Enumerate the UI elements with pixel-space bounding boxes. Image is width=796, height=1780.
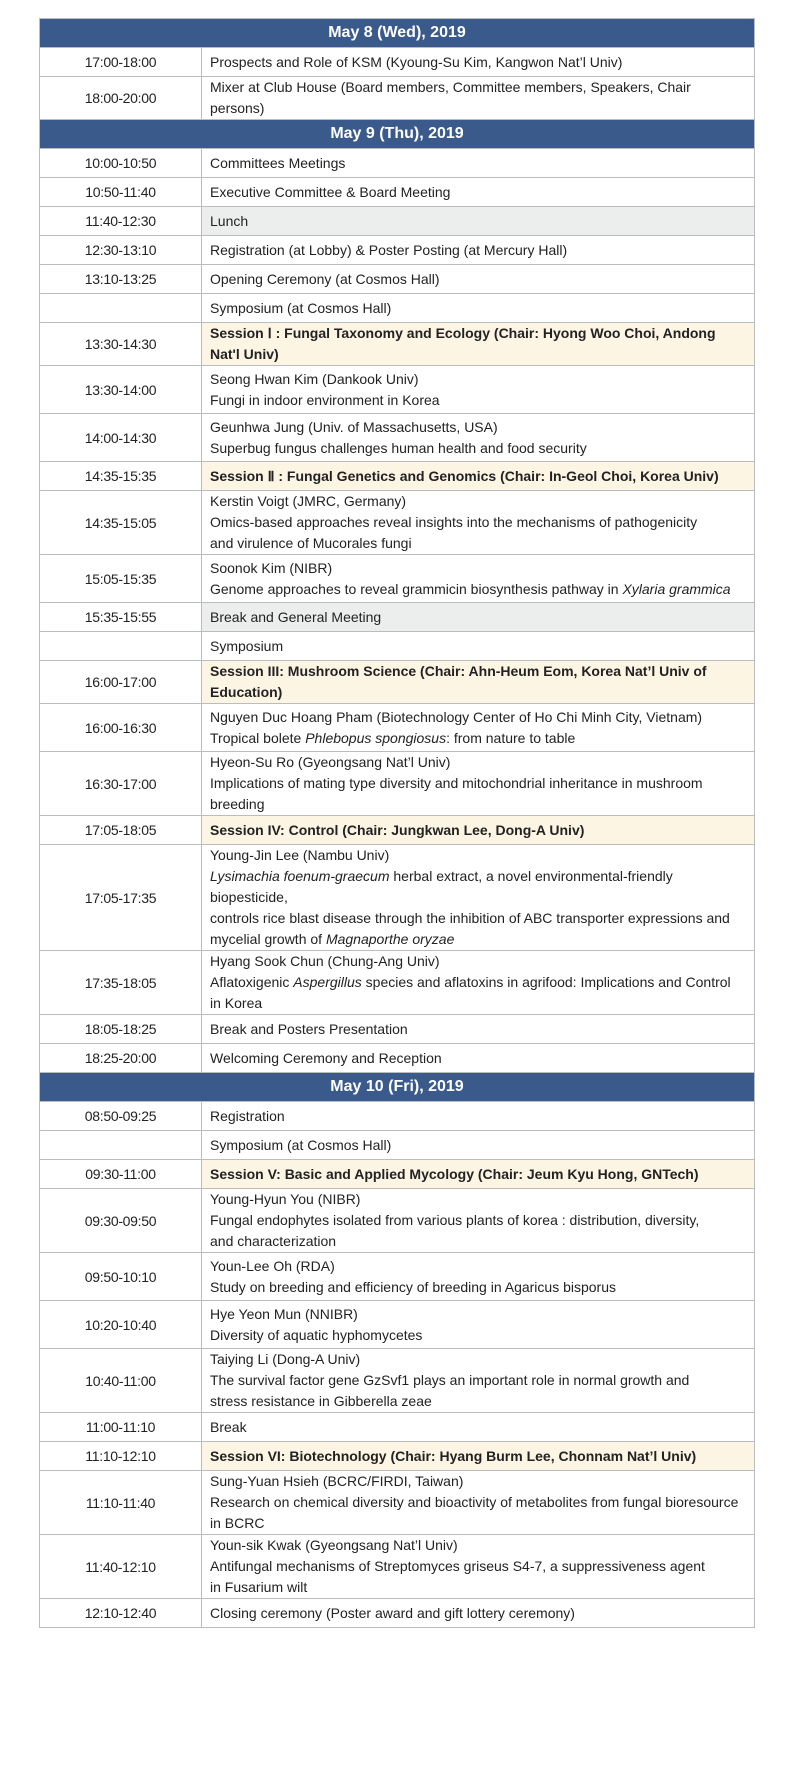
schedule-row [40,603,755,632]
time-cell: 18:00-20:00 [40,77,202,120]
time-cell: 12:10-12:40 [40,1599,202,1628]
description-line: Lysimachia foenum-graecum herbal extract, a novel environmental-friendly biopesticide, [210,868,673,905]
day-header-row [40,19,755,48]
time-cell: 18:05-18:25 [40,1015,202,1044]
description-cell [202,207,755,236]
description-line: Session Ⅱ : Fungal Genetics and Genomics (Chair: In-Geol Choi, Korea Univ) [210,467,719,484]
speaker-line: Youn-Lee Oh (RDA) [210,1257,335,1274]
session-row [40,1160,755,1189]
description-line: and virulence of Mucorales fungi [210,535,412,551]
time-cell: 13:30-14:30 [40,323,202,366]
description-line: controls rice blast disease through the inhibition of ABC transporter expressions and [210,910,730,926]
description-line: Symposium (at Cosmos Hall) [210,1136,392,1153]
schedule-row [40,752,755,816]
description-line: stress resistance in Gibberella zeae [210,1393,432,1409]
description-line: Session VI: Biotechnology (Chair: Hyang Burm Lee, Chonnam Nat’l Univ) [210,1447,697,1464]
time-cell: 09:30-11:00 [40,1160,202,1189]
description-line: Registration [210,1107,285,1124]
time-cell: 13:10-13:25 [40,265,202,294]
speaker-line: Hyeon-Su Ro (Gyeongsang Nat’l Univ) [210,754,451,770]
description-line: Session V: Basic and Applied Mycology (Chair: Jeum Kyu Hong, GNTech) [210,1165,699,1182]
session-title-cell [202,323,755,366]
schedule-row [40,1253,755,1301]
description-cell [202,1471,755,1535]
description-cell [202,77,755,120]
schedule-row [40,77,755,120]
description-cell [202,555,755,603]
time-cell [40,1131,202,1160]
schedule-row [40,951,755,1015]
description-line: Omics-based approaches reveal insights into the mechanisms of pathogenicity [210,514,698,530]
description-line: Fungal endophytes isolated from various plants of korea : distribution, diversity, [210,1212,700,1228]
description-line: Fungi in indoor environment in Korea [210,391,440,408]
description-line: Implications of mating type diversity and mitochondrial inheritance in mushroom [210,775,703,791]
session-row [40,816,755,845]
time-cell: 10:50-11:40 [40,178,202,207]
description-line: in Fusarium wilt [210,1579,308,1595]
description-line: Symposium [210,637,284,654]
time-cell: 11:10-11:40 [40,1471,202,1535]
schedule-row [40,1301,755,1349]
speaker-line: Taiying Li (Dong-A Univ) [210,1351,361,1367]
time-cell: 15:35-15:55 [40,603,202,632]
description-cell [202,236,755,265]
schedule-row [40,704,755,752]
time-cell: 10:00-10:50 [40,149,202,178]
session-title-cell [202,816,755,845]
schedule-row [40,1471,755,1535]
description-cell [202,149,755,178]
time-cell: 14:00-14:30 [40,414,202,462]
description-cell [202,1044,755,1073]
schedule-row [40,1189,755,1253]
description-line: Welcoming Ceremony and Reception [210,1049,442,1066]
description-cell [202,1599,755,1628]
schedule-row [40,366,755,414]
schedule-row [40,294,755,323]
time-cell: 14:35-15:35 [40,462,202,491]
description-line: Committees Meetings [210,154,346,171]
description-line: Study on breeding and efficiency of breeding in Agaricus bisporus [210,1278,617,1295]
description-line: in Korea [210,995,263,1011]
description-cell [202,603,755,632]
speaker-line: Sung-Yuan Hsieh (BCRC/FIRDI, Taiwan) [210,1473,464,1489]
time-cell [40,632,202,661]
description-cell [202,632,755,661]
description-cell [202,294,755,323]
description-line: Session IV: Control (Chair: Jungkwan Lee, Dong-A Univ) [210,821,585,838]
schedule-row [40,207,755,236]
schedule-row [40,178,755,207]
speaker-line: Young-Jin Lee (Nambu Univ) [210,847,390,863]
description-cell [202,752,755,816]
description-cell [202,1349,755,1413]
description-cell [202,1189,755,1253]
time-cell: 17:35-18:05 [40,951,202,1015]
description-cell [202,491,755,555]
schedule-row [40,1599,755,1628]
description-cell [202,1015,755,1044]
speaker-line: Soonok Kim (NIBR) [210,559,333,576]
time-cell: 14:35-15:05 [40,491,202,555]
schedule-row [40,1131,755,1160]
description-line: Research on chemical diversity and bioactivity of metabolites from fungal bioresource [210,1494,739,1510]
time-cell [40,294,202,323]
time-cell: 10:20-10:40 [40,1301,202,1349]
description-line: Genome approaches to reveal grammicin biosynthesis pathway in Xylaria grammica [210,580,731,597]
schedule-row [40,491,755,555]
session-title-cell [202,661,755,704]
session-row [40,1442,755,1471]
description-line: Mixer at Club House (Board members, Committee members, Speakers, Chair persons) [210,79,691,116]
speaker-line: Young-Hyun You (NIBR) [210,1191,361,1207]
schedule-row [40,265,755,294]
description-line: Session Ⅰ : Fungal Taxonomy and Ecology (Chair: Hyong Woo Choi, Andong Nat'l Univ) [210,325,716,362]
description-cell [202,1535,755,1599]
schedule-row [40,632,755,661]
description-line: Antifungal mechanisms of Streptomyces griseus S4-7, a suppressiveness agent [210,1558,705,1574]
schedule-body [40,19,755,1628]
description-cell [202,1102,755,1131]
time-cell: 09:50-10:10 [40,1253,202,1301]
session-title-cell [202,1442,755,1471]
day-header-row [40,120,755,149]
time-cell: 16:30-17:00 [40,752,202,816]
time-cell: 16:00-16:30 [40,704,202,752]
speaker-line: Geunhwa Jung (Univ. of Massachusetts, USA) [210,418,498,435]
description-line: Prospects and Role of KSM (Kyoung-Su Kim, Kangwon Nat’l Univ) [210,53,623,70]
description-cell [202,845,755,951]
speaker-line: Seong Hwan Kim (Dankook Univ) [210,370,419,387]
description-cell [202,704,755,752]
schedule-row [40,1413,755,1442]
time-cell: 17:05-17:35 [40,845,202,951]
description-line: Aflatoxigenic Aspergillus species and aflatoxins in agrifood: Implications and Control [210,974,731,990]
description-line: The survival factor gene GzSvf1 plays an important role in normal growth and [210,1372,690,1388]
description-cell [202,1413,755,1442]
description-line: mycelial growth of Magnaporthe oryzae [210,931,455,947]
description-line: Superbug fungus challenges human health and food security [210,439,587,456]
description-line: Break and General Meeting [210,608,382,625]
description-line: Executive Committee & Board Meeting [210,183,451,200]
time-cell: 10:40-11:00 [40,1349,202,1413]
schedule-row [40,555,755,603]
description-cell [202,951,755,1015]
description-line: Registration (at Lobby) & Poster Posting (at Mercury Hall) [210,241,568,258]
schedule-row [40,236,755,265]
description-line: Closing ceremony (Poster award and gift lottery ceremony) [210,1604,575,1621]
session-row [40,323,755,366]
description-cell [202,414,755,462]
time-cell: 17:00-18:00 [40,48,202,77]
schedule-row [40,1535,755,1599]
description-line: and characterization [210,1233,337,1249]
description-cell [202,178,755,207]
description-line: in BCRC [210,1515,265,1531]
time-cell: 08:50-09:25 [40,1102,202,1131]
time-cell: 16:00-17:00 [40,661,202,704]
time-cell: 11:40-12:10 [40,1535,202,1599]
schedule-row [40,48,755,77]
description-cell [202,366,755,414]
time-cell: 15:05-15:35 [40,555,202,603]
day-header-row [40,1073,755,1102]
time-cell: 13:30-14:00 [40,366,202,414]
description-line: Lunch [210,212,249,229]
description-cell [202,1301,755,1349]
description-line: Opening Ceremony (at Cosmos Hall) [210,270,440,287]
schedule-table [39,18,755,1628]
schedule-row [40,1015,755,1044]
schedule-row [40,1102,755,1131]
description-line: Break [210,1418,247,1435]
speaker-line: Youn-sik Kwak (Gyeongsang Nat’l Univ) [210,1537,458,1553]
schedule-row [40,1349,755,1413]
time-cell: 17:05-18:05 [40,816,202,845]
speaker-line: Hyang Sook Chun (Chung-Ang Univ) [210,953,440,969]
day-header: May 8 (Wed), 2019 [40,19,755,48]
day-header: May 10 (Fri), 2019 [40,1073,755,1102]
description-line: Diversity of aquatic hyphomycetes [210,1326,423,1343]
time-cell: 18:25-20:00 [40,1044,202,1073]
schedule-row [40,414,755,462]
session-title-cell [202,1160,755,1189]
description-cell [202,48,755,77]
schedule-row [40,1044,755,1073]
time-cell: 12:30-13:10 [40,236,202,265]
day-header: May 9 (Thu), 2019 [40,120,755,149]
session-title-cell [202,462,755,491]
session-row [40,462,755,491]
time-cell: 11:40-12:30 [40,207,202,236]
description-cell [202,1131,755,1160]
time-cell: 11:10-12:10 [40,1442,202,1471]
speaker-line: Hye Yeon Mun (NNIBR) [210,1305,358,1322]
description-cell [202,265,755,294]
time-cell: 09:30-09:50 [40,1189,202,1253]
description-cell [202,1253,755,1301]
speaker-line: Kerstin Voigt (JMRC, Germany) [210,493,407,509]
description-line: Tropical bolete Phlebopus spongiosus: from nature to table [210,729,576,746]
description-line: Session III: Mushroom Science (Chair: Ahn-Heum Eom, Korea Nat’l Univ of Education) [210,663,707,700]
speaker-line: Nguyen Duc Hoang Pham (Biotechnology Center of Ho Chi Minh City, Vietnam) [210,708,703,725]
schedule-row [40,845,755,951]
time-cell: 11:00-11:10 [40,1413,202,1442]
description-line: Symposium (at Cosmos Hall) [210,299,392,316]
description-line: Break and Posters Presentation [210,1020,408,1037]
session-row [40,661,755,704]
description-line: breeding [210,796,265,812]
schedule-row [40,149,755,178]
